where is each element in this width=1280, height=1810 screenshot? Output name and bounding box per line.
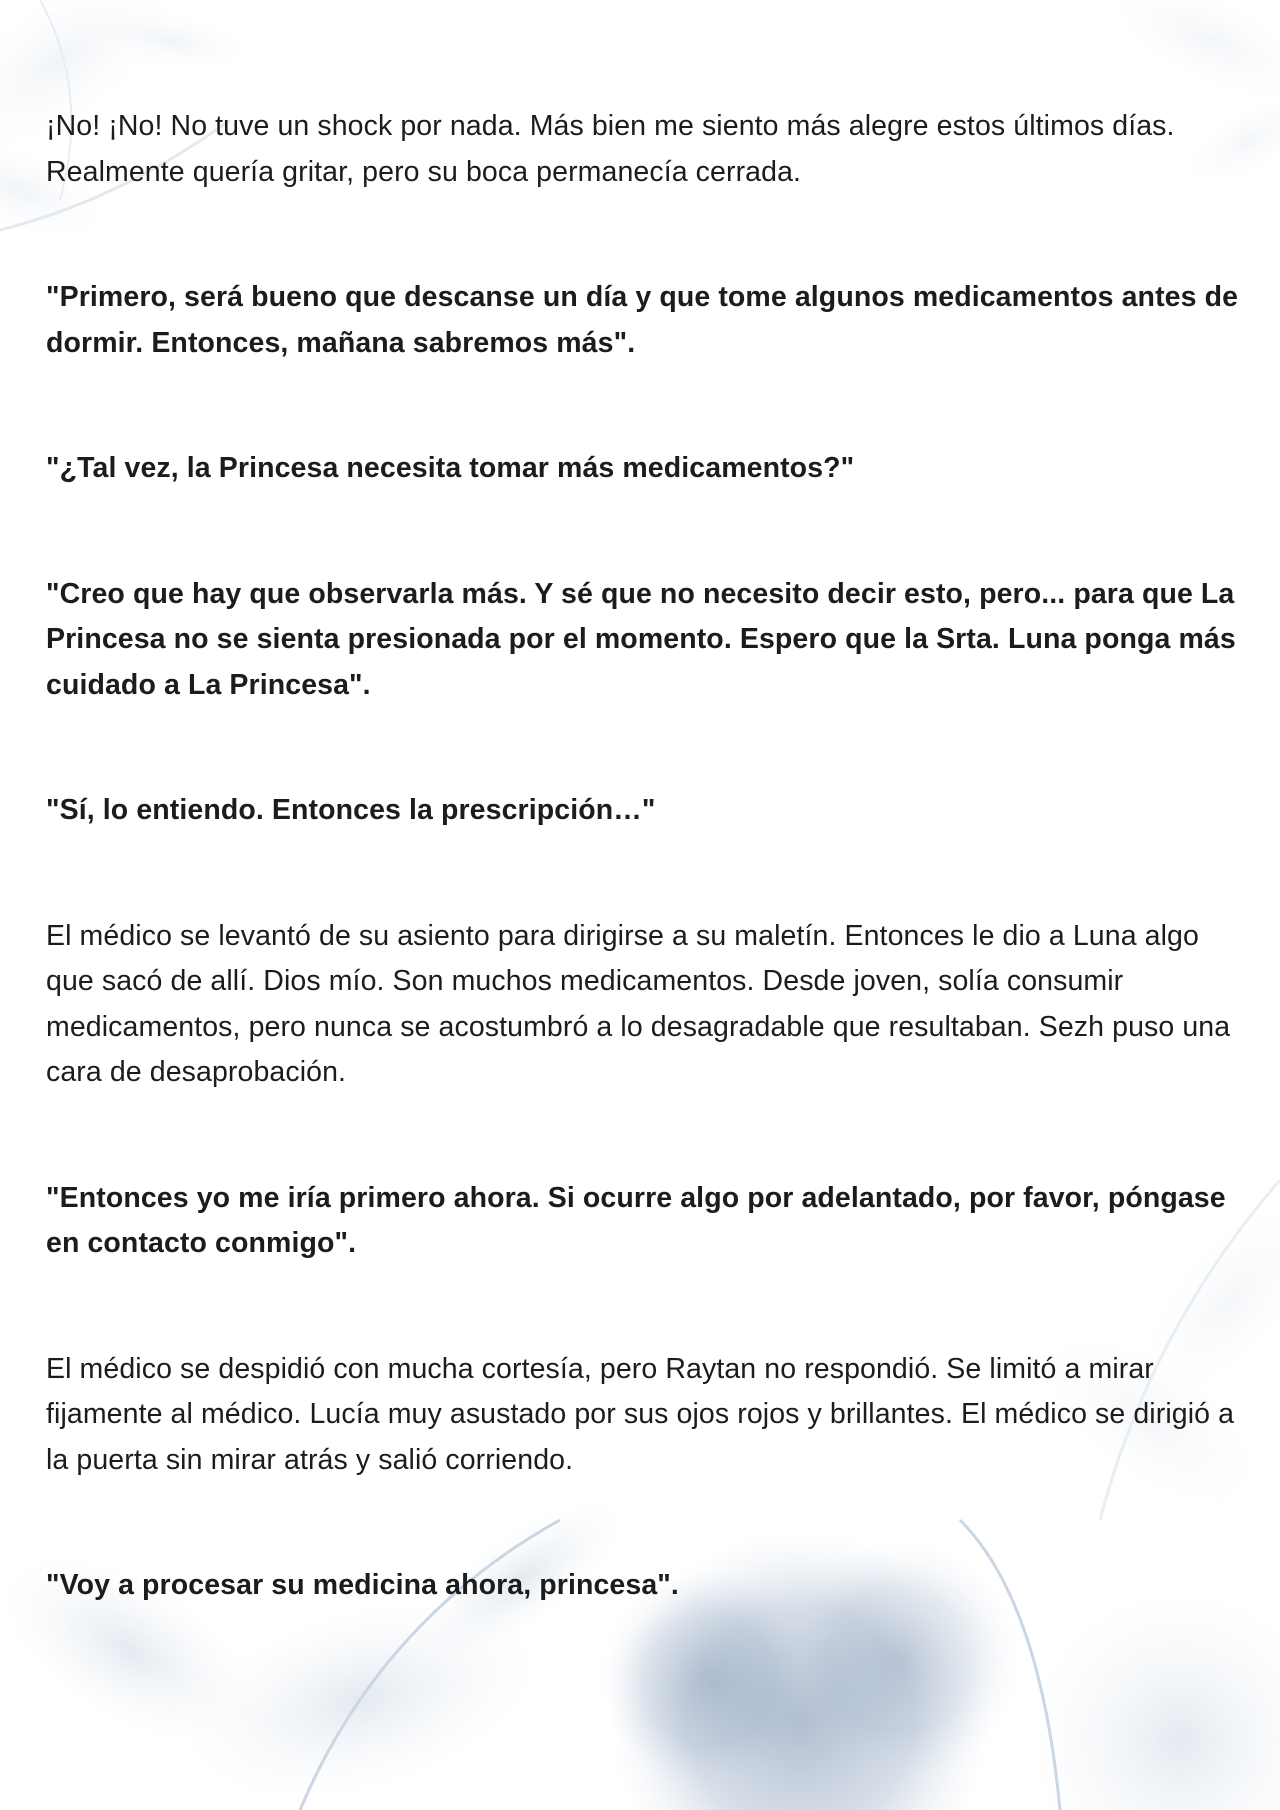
paragraph-5: "Sí, lo entiendo. Entonces la prescripción…" [46, 794, 656, 826]
paragraph-2: "Primero, será bueno que descanse un día y que tome algunos medicamentos antes de dormir. Entonces, mañana sabremos más". [46, 281, 1239, 359]
paragraph-7: "Entonces yo me iría primero ahora. Si ocurre algo por adelantado, por favor, póngase en contacto conmigo". [46, 1181, 1226, 1259]
paragraph-6: El médico se levantó de su asiento para dirigirse a su maletín. Entonces le dio a Luna algo que sacó de allí. Dios mío. Son muchos medicamentos. Desde joven, solía consumir medicamentos, pero nunca se acostumbró a lo desagradable que resultaban. Sezh puso una cara de desaprobación. [46, 919, 1231, 1088]
paragraph-1: ¡No! ¡No! No tuve un shock por nada. Más bien me siento más alegre estos últimos días. Realmente quería gritar, pero su boca permanecía cerrada. [46, 110, 1175, 188]
paragraph-8: El médico se despidió con mucha cortesía, pero Raytan no respondió. Se limitó a mirar fijamente al médico. Lucía muy asustado por sus ojos rojos y brillantes. El médico se dirigió a la puerta sin mirar atrás y salió corriendo. [46, 1352, 1235, 1476]
document-page [46, 104, 1246, 1609]
paragraph-9: "Voy a procesar su medicina ahora, princesa". [46, 1569, 679, 1601]
paragraph-4: "Creo que hay que observarla más. Y sé que no necesito decir esto, pero... para que La Princesa no se sienta presionada por el momento. Espero que la Srta. Luna ponga más cuidado a La Princesa". [46, 577, 1236, 701]
paragraph-3: "¿Tal vez, la Princesa necesita tomar más medicamentos?" [46, 452, 855, 484]
